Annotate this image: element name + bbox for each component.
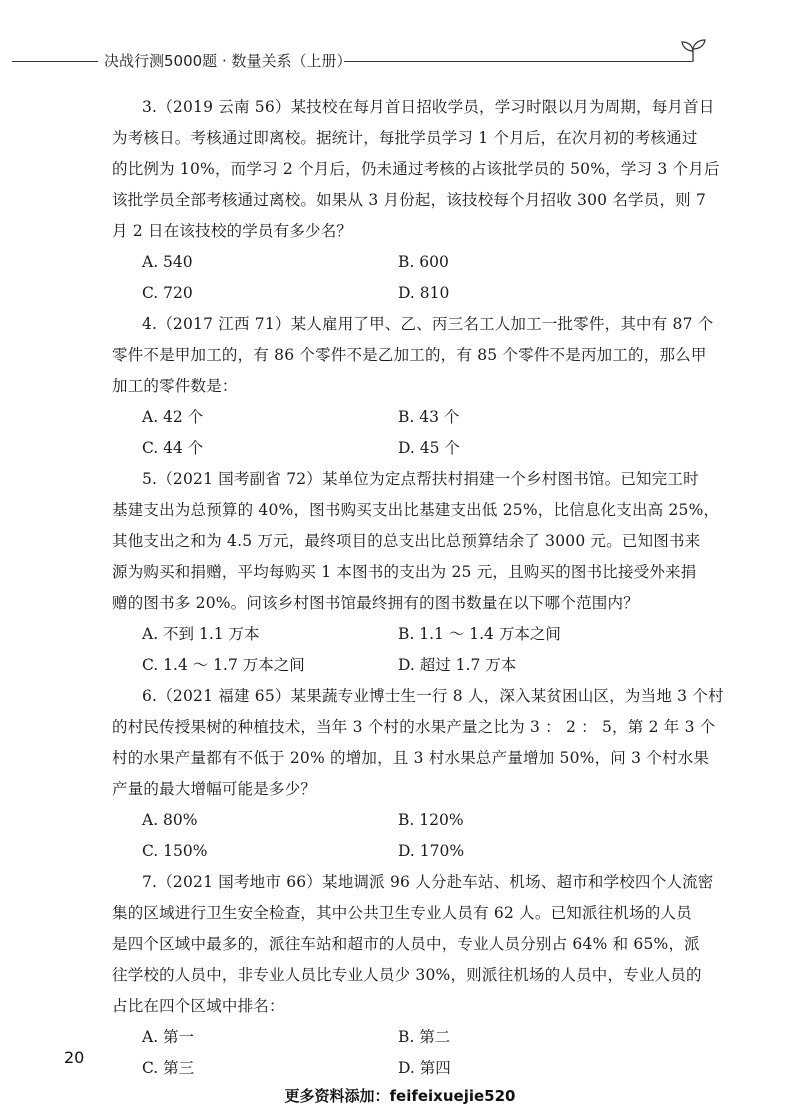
header-rule-left	[12, 61, 98, 62]
option-a: A. 42 个	[142, 408, 204, 426]
book-title: 决战行测5000题 · 数量关系（上册）	[104, 52, 352, 70]
question-4	[112, 309, 714, 464]
option-c: C. 720	[142, 284, 193, 302]
option-a: A. 不到 1.1 万本	[142, 625, 260, 643]
page-number: 20	[64, 1048, 85, 1067]
option-b: B. 1.1 ～ 1.4 万本之间	[398, 625, 561, 643]
running-header	[0, 48, 800, 72]
answer-options	[112, 805, 697, 867]
question-text-line: 的比例为 10%，而学习 2 个月后，仍未通过考核的占该批学员的 50%，学习 3 个月后	[112, 160, 720, 178]
question-text-line: 零件不是甲加工的，有 86 个零件不是乙加工的，有 85 个零件不是丙加工的，那么甲	[112, 346, 707, 364]
option-b: B. 600	[398, 253, 449, 271]
question-text-line: 源为购买和捐赠，平均每购买 1 本图书的支出为 25 元，且购买的图书比接受外来捐	[112, 563, 697, 581]
question-text-line: 5.（2021 国考副省 72）某单位为定点帮扶村捐建一个乡村图书馆。已知完工时	[142, 470, 699, 488]
question-6	[112, 681, 724, 867]
option-c: C. 44 个	[142, 439, 204, 457]
question-text-line: 赠的图书多 20%。问该乡村图书馆最终拥有的图书数量在以下哪个范围内？	[112, 594, 639, 612]
question-text-line: 4.（2017 江西 71）某人雇用了甲、乙、丙三名工人加工一批零件，其中有 87 个	[142, 315, 714, 333]
option-d: D. 超过 1.7 万本	[398, 656, 517, 674]
question-text-line: 是四个区域中最多的，派往车站和超市的人员中，专业人员分别占 64% 和 65%，派	[112, 935, 700, 953]
option-a: A. 540	[142, 253, 193, 271]
option-d: D. 170%	[398, 842, 465, 860]
question-3	[112, 92, 720, 309]
question-list	[112, 92, 724, 1084]
question-text-line: 村的水果产量都有不低于 20% 的增加，且 3 村水果总产量增加 50%，问 3 个村水果	[112, 749, 710, 767]
option-b: B. 第二	[398, 1028, 451, 1046]
question-text-line: 7.（2021 国考地市 66）某地调派 96 人分赴车站、机场、超市和学校四个人流密	[142, 873, 714, 891]
question-text-line: 基建支出为总预算的 40%，图书购买支出比基建支出低 25%，比信息化支出高 25%，	[112, 501, 720, 519]
question-text-line: 加工的零件数是：	[112, 377, 238, 395]
question-text-line: 3.（2019 云南 56）某技校在每月首日招收学员，学习时限以月为周期，每月首日	[142, 98, 715, 116]
question-text-line: 为考核日。考核通过即离校。据统计，每批学员学习 1 个月后，在次月初的考核通过	[112, 129, 698, 147]
option-b: B. 120%	[398, 811, 464, 829]
question-7	[112, 867, 714, 1084]
answer-options	[112, 247, 697, 309]
question-text-line: 该批学员全部考核通过离校。如果从 3 月份起，该技校每个月招收 300 名学员，则 7	[112, 191, 707, 209]
answer-options	[112, 402, 697, 464]
question-text-line: 往学校的人员中，非专业人员比专业人员少 30%，则派往机场的人员中，专业人员的	[112, 966, 702, 984]
sprout-icon	[678, 38, 708, 64]
option-c: C. 第三	[142, 1059, 195, 1077]
option-c: C. 1.4 ～ 1.7 万本之间	[142, 656, 305, 674]
option-c: C. 150%	[142, 842, 208, 860]
option-d: D. 第四	[398, 1059, 451, 1077]
question-text-line: 集的区域进行卫生安全检查，其中公共卫生专业人员有 62 人。已知派往机场的人员	[112, 904, 692, 922]
option-a: A. 第一	[142, 1028, 195, 1046]
question-text-line: 产量的最大增幅可能是多少？	[112, 780, 317, 798]
question-text-line: 6.（2021 福建 65）某果蔬专业博士生一行 8 人，深入某贫困山区，为当地 3 个村	[142, 687, 724, 705]
question-text-line: 的村民传授果树的种植技术，当年 3 个村的水果产量之比为 3 ： 2 ： 5，第 2 年 3 个	[112, 718, 716, 736]
option-d: D. 810	[398, 284, 450, 302]
question-text-line: 其他支出之和为 4.5 万元，最终项目的总支出比总预算结余了 3000 元。已知图书来	[112, 532, 701, 550]
option-b: B. 43 个	[398, 408, 460, 426]
question-text-line: 占比在四个区域中排名：	[112, 997, 285, 1015]
footer-note: 更多资料添加：feifeixuejie520	[284, 1087, 516, 1105]
option-d: D. 45 个	[398, 439, 460, 457]
question-text-line: 月 2 日在该技校的学员有多少名？	[112, 222, 353, 240]
question-5	[112, 464, 720, 681]
answer-options	[112, 1022, 697, 1084]
answer-options	[112, 619, 697, 681]
header-rule-right	[344, 61, 692, 62]
option-a: A. 80%	[142, 811, 198, 829]
